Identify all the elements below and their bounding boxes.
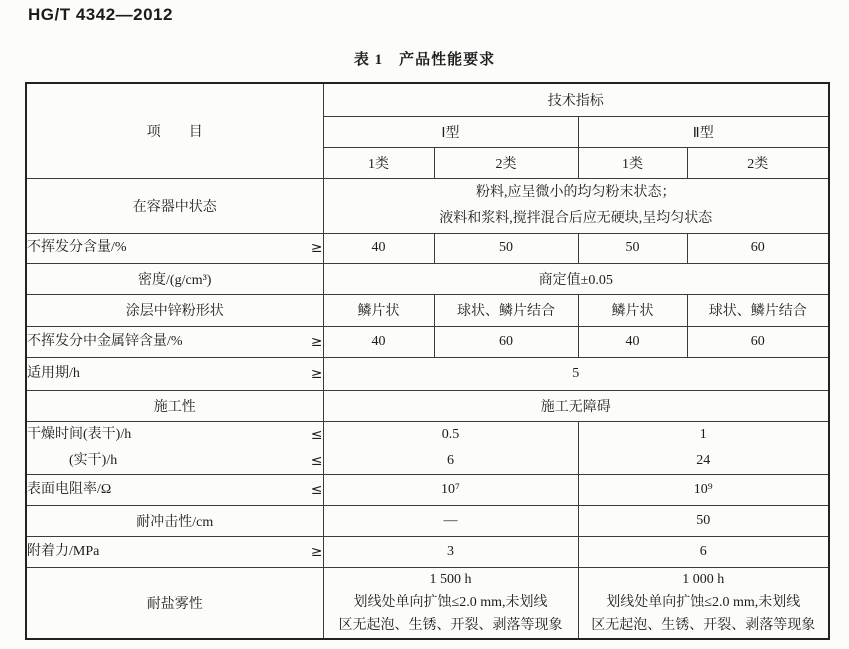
salt-ii-line3: 区无起泡、生锈、开裂、剥落等现象 — [591, 618, 816, 634]
label-workability: 施工性 — [26, 390, 323, 421]
salt-i-line2: 划线处单向扩蚀≤2.0 mm,未划线 — [353, 595, 548, 611]
value-surface-dry-i: 0.5 — [441, 426, 460, 442]
value-hard-dry-ii: 24 — [696, 452, 711, 468]
geq-symbol: ≥ — [310, 333, 323, 350]
value-shape-ii1: 鳞片状 — [578, 294, 687, 326]
row-adhesion — [26, 536, 829, 567]
value-nonvolatile-ii1: 50 — [578, 233, 687, 263]
header-class-2: 2类 — [434, 147, 578, 178]
label-adhesion — [26, 536, 323, 567]
value-workability: 施工无障碍 — [323, 390, 829, 421]
value-pot-life: 5 — [323, 357, 829, 390]
row-pot-life — [26, 357, 829, 390]
label-hard-dry: (实干)/h — [69, 452, 118, 468]
label-metal-zinc-content — [26, 326, 323, 357]
salt-i-line3: 区无起泡、生锈、开裂、剥落等现象 — [338, 618, 563, 634]
row-workability — [26, 390, 829, 421]
label-impact-resistance: 耐冲击性/cm — [26, 505, 323, 536]
header-class-4: 2类 — [687, 147, 829, 178]
label-text: 附着力/MPa — [27, 543, 100, 559]
geq-symbol: ≥ — [310, 365, 323, 382]
label-nonvolatile-content — [26, 233, 323, 263]
value-density: 商定值±0.05 — [323, 263, 829, 294]
geq-symbol: ≥ — [310, 240, 323, 256]
standard-code: HG/T 4342—2012 — [28, 5, 173, 24]
row-nonvolatile-content — [26, 233, 829, 263]
header-class-1: 1类 — [323, 147, 434, 178]
state-line-2: 液料和浆料,搅拌混合后应无硬块,呈均匀状态 — [439, 210, 713, 226]
value-zinc-i2: 60 — [434, 326, 578, 357]
leq-symbol: ≤ — [310, 452, 323, 469]
value-nonvolatile-i2: 50 — [434, 233, 578, 263]
value-surface-dry-ii: 1 — [699, 426, 707, 442]
label-zinc-powder-shape: 涂层中锌粉形状 — [26, 294, 323, 326]
value-drying-type-ii — [578, 421, 829, 474]
label-density: 密度/(g/cm³) — [26, 263, 323, 294]
row-state-in-container — [26, 178, 829, 233]
label-state-in-container: 在容器中状态 — [26, 178, 323, 233]
value-salt-spray-i — [323, 567, 578, 639]
state-line-1: 粉料,应呈微小的均匀粉末状态； — [476, 184, 676, 200]
label-surface-resistivity — [26, 474, 323, 505]
header-type-ii: Ⅱ型 — [578, 116, 829, 147]
row-impact-resistance — [26, 505, 829, 536]
value-impact-i: — — [323, 505, 578, 536]
value-resistivity-ii: 10⁹ — [578, 474, 829, 505]
label-salt-spray: 耐盐雾性 — [26, 567, 323, 639]
salt-ii-line2: 划线处单向扩蚀≤2.0 mm,未划线 — [606, 595, 801, 611]
salt-ii-hours: 1 000 h — [682, 572, 725, 588]
value-adhesion-ii: 6 — [578, 536, 829, 567]
value-resistivity-i: 10⁷ — [323, 474, 578, 505]
salt-i-hours: 1 500 h — [429, 572, 472, 588]
value-nonvolatile-i1: 40 — [323, 233, 434, 263]
value-state-in-container — [323, 178, 829, 233]
row-metal-zinc-content — [26, 326, 829, 357]
label-text: 不挥发分中金属锌含量/% — [27, 333, 183, 349]
label-drying-time — [26, 421, 323, 474]
value-impact-ii: 50 — [578, 505, 829, 536]
value-zinc-ii2: 60 — [687, 326, 829, 357]
table-title: 表 1 产品性能要求 — [353, 52, 496, 68]
value-shape-i1: 鳞片状 — [323, 294, 434, 326]
leq-symbol: ≤ — [310, 426, 323, 443]
product-performance-table — [25, 82, 830, 640]
row-surface-resistivity — [26, 474, 829, 505]
label-text: 适用期/h — [27, 365, 80, 381]
value-zinc-ii1: 40 — [578, 326, 687, 357]
geq-symbol: ≥ — [310, 543, 323, 560]
value-shape-i2: 球状、鳞片结合 — [434, 294, 578, 326]
value-hard-dry-i: 6 — [447, 452, 454, 468]
label-pot-life — [26, 357, 323, 390]
row-density — [26, 263, 829, 294]
row-salt-spray-resistance — [26, 567, 829, 639]
value-nonvolatile-ii2: 60 — [687, 233, 829, 263]
header-item: 项 目 — [26, 83, 323, 178]
value-drying-type-i — [323, 421, 578, 474]
leq-symbol: ≤ — [310, 481, 323, 498]
value-shape-ii2: 球状、鳞片结合 — [687, 294, 829, 326]
value-salt-spray-ii — [578, 567, 829, 639]
header-row-tech-index — [26, 83, 829, 116]
row-drying-time — [26, 421, 829, 474]
value-adhesion-i: 3 — [323, 536, 578, 567]
label-surface-dry: 干燥时间(表干)/h — [27, 426, 132, 442]
row-zinc-powder-shape — [26, 294, 829, 326]
label-text: 不挥发分含量/% — [27, 240, 127, 255]
header-class-3: 1类 — [578, 147, 687, 178]
label-text: 表面电阻率/Ω — [27, 481, 112, 497]
header-type-i: Ⅰ型 — [323, 116, 578, 147]
header-tech-index: 技术指标 — [323, 83, 829, 116]
value-zinc-i1: 40 — [323, 326, 434, 357]
